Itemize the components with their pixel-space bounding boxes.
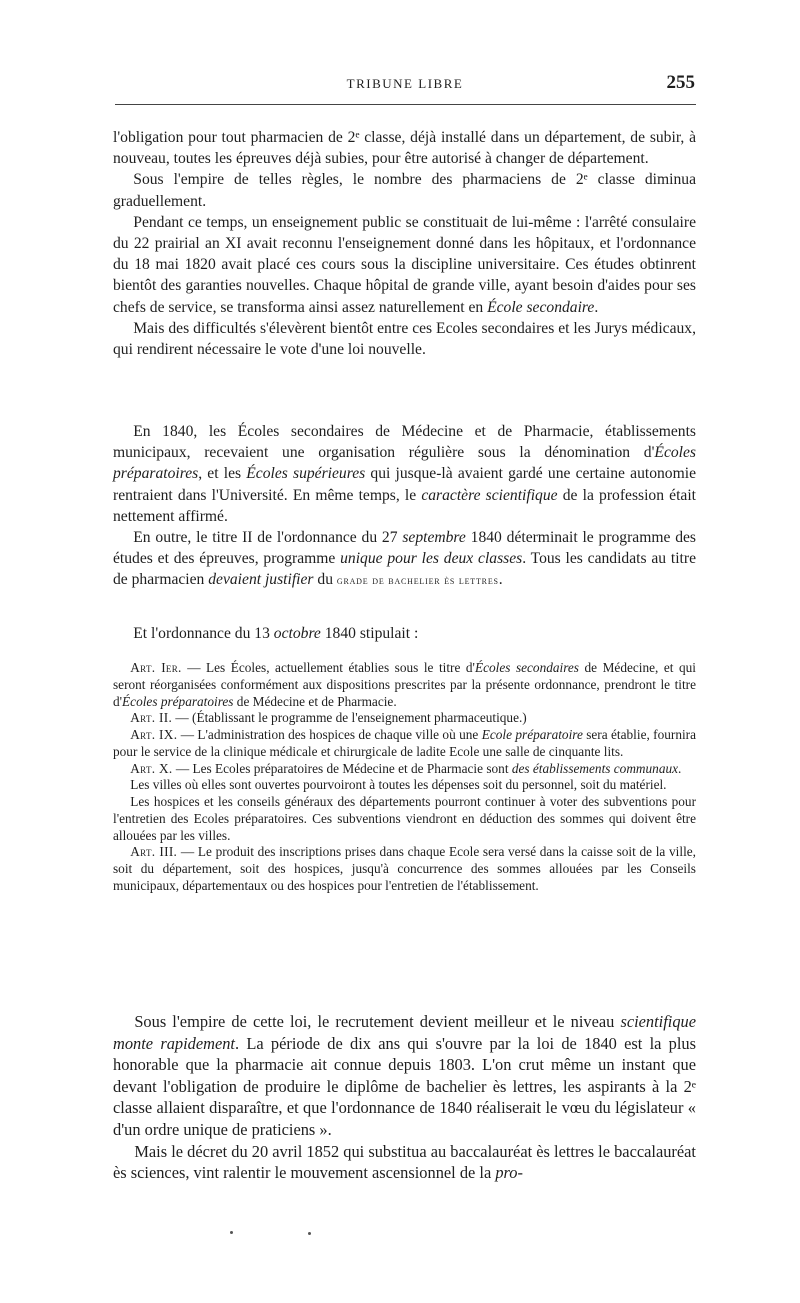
law-quotation — [113, 660, 696, 895]
text-run: de la profession était nettement affirmé. — [113, 486, 697, 525]
article-label: Art. IX. — [130, 727, 178, 742]
text-run: En outre, le titre II de l'ordonnance du 27 — [133, 529, 403, 547]
italic-run: unique pour les deux classes — [340, 550, 523, 568]
article-label: Art. III. — [130, 844, 178, 860]
article-label: Art. X. — [130, 760, 173, 776]
paragraph-difficultes: Mais des difficultés s'élevèrent bientôt entre ces Ecoles secondaires et les Jurys médicaux, qui rendirent nécessaire le vote d'une loi nouvelle. — [113, 319, 696, 359]
article-label: Art. Ier. — [130, 660, 182, 675]
speck — [230, 1231, 233, 1234]
text-run: Pendant ce temps, un enseignement public se constituait de lui-même : l'arrêté consulaire du 22 prairial an XI avait reconnu l'enseignement donné dans les hôpitaux, et l'ordonnance du 18 mai 1820 avait placé ces cours sous la discipline universitaire. Ces études obtinrent bientôt des garanties nouvelles. Chaque hôpital de grande ville, ayant besoin d'aides pour ses chefs de service, se transforma ainsi assez naturellement en — [113, 213, 696, 316]
text-run: En 1840, les Écoles secondaires de Médecine et de Pharmacie, établissements municipaux, recevaient une organisation régulière sous la dénomination d' — [113, 423, 696, 462]
italic-run: Ecole préparatoire — [481, 727, 583, 742]
paragraph-ecoles-1840 — [113, 421, 696, 527]
italic-run: des établissements communaux — [511, 760, 679, 776]
text-run: — Le produit des inscriptions prises dans chaque Ecole sera versé dans la caisse soit de la ville, soit du département, soit des hospices, jusqu'à concurrence des sommes allouées par les Conseils municipaux, départementaux ou des hospices pour l'entretien de l'établissement. — [113, 844, 696, 893]
italic-run: scientifique monte rapidement — [113, 1012, 696, 1053]
article-9 — [113, 727, 696, 761]
italic-run: devaient justifier — [208, 571, 314, 589]
text-run: du — [313, 571, 337, 589]
text-run: sera établie, fournira pour le service de la clinique médicale et chirurgicale de ladite Ecole une salle de cinquante lits. — [113, 727, 697, 759]
text-block-stipulait — [113, 623, 696, 644]
article-label: Art. II. — [130, 710, 173, 726]
text-run: . — [678, 760, 682, 776]
article-10 — [113, 761, 696, 778]
text-run: qui jusque-là avaient gardé une certaine autonomie rentraient dans l'Université. En même temps, le — [113, 465, 696, 504]
text-run: — L'administration des hospices de chaque ville où une — [177, 727, 482, 742]
text-run: . — [498, 571, 503, 589]
article-10-villes: Les villes où elles sont ouvertes pourvoiront à toutes les dépenses soit du personnel, soit du matériel. — [130, 777, 667, 793]
page-number: 255 — [666, 72, 695, 93]
running-title: TRIBUNE LIBRE — [346, 76, 464, 91]
page-header — [115, 72, 695, 100]
paragraph-obligation: l'obligation pour tout pharmacien de 2ᵉ classe, déjà installé dans un département, de subir, à nouveau, toutes les épreuves déjà subies, pour être autorisé à changer de département. — [113, 129, 696, 168]
text-run: , et les — [198, 465, 247, 483]
paragraph-recrutement — [113, 1011, 696, 1141]
header-rule — [115, 104, 696, 105]
italic-run: pro- — [495, 1163, 523, 1183]
text-run: . La période de dix ans qui s'ouvre par la loi de 1840 est la plus honorable que la pharmacie ait connue depuis 1803. L'on crut même un instant que devant l'obligation de produire le diplôme de bachelier ès lettres, les aspirants à la 2ᵉ classe allaient disparaître, et que l'ordonnance de 1840 réaliserait le vœu du législateur « d'un ordre unique de praticiens ». — [113, 1033, 697, 1139]
text-run: Et l'ordonnance du 13 — [133, 625, 274, 642]
italic-run: École secondaire — [487, 298, 595, 316]
text-run: Mais le décret du 20 avril 1852 qui substitua au baccalauréat ès lettres le baccalauréat ès sciences, vint ralentir le mouvement ascensionnel de la — [113, 1141, 696, 1183]
text-run: de Médecine et de Pharmacie. — [233, 693, 397, 709]
text-block-1840 — [113, 421, 696, 592]
italic-run: Écoles secondaires — [474, 660, 579, 675]
paragraph-enseignement-public — [113, 212, 696, 318]
text-run: Sous l'empire de cette loi, le recrutement devient meilleur et le niveau — [134, 1012, 621, 1031]
small-caps-run: grade de bachelier ès lettres — [336, 573, 499, 588]
text-run: 1840 déterminait le programme des études et des épreuves, programme — [113, 529, 696, 568]
article-10-hospices: Les hospices et les conseils généraux des départements pourront continuer à voter des subventions pour l'entretien des Ecoles préparatoires. Ces subventions viendront en déduction des sommes qui doivent être allouées par les villes. — [113, 794, 696, 843]
text-block-recrutement — [113, 1011, 696, 1184]
text-run: — Les Ecoles préparatoires de Médecine et de Pharmacie sont — [172, 760, 512, 776]
article-1 — [113, 660, 696, 710]
speck — [308, 1232, 311, 1235]
paragraph-decret-1852 — [113, 1141, 696, 1184]
italic-run: Écoles préparatoires — [113, 444, 696, 483]
text-run: . Tous les candidats au titre de pharmacien — [113, 550, 697, 589]
paragraph-titre-ii — [113, 527, 696, 592]
italic-run: Écoles supérieures — [246, 465, 366, 483]
text-run: — Les Écoles, actuellement établies sous le titre d' — [181, 660, 475, 675]
text-run: de Médecine, et qui seront réorganisées conformément aux dispositions prescrites par la présente ordonnance, prendront le titre d' — [113, 660, 697, 709]
italic-run: octobre — [273, 625, 321, 642]
text-run: — (Établissant le programme de l'enseignement pharmaceutique.) — [172, 710, 527, 726]
article-3 — [113, 844, 696, 894]
paragraph-empire-regles: Sous l'empire de telles règles, le nombre des pharmaciens de 2ᵉ classe diminua graduellement. — [113, 171, 696, 210]
italic-run: septembre — [402, 529, 466, 547]
article-2 — [113, 710, 696, 727]
print-specks — [230, 1228, 410, 1240]
text-block-intro — [113, 127, 696, 360]
text-run: 1840 stipulait : — [320, 625, 419, 642]
italic-run: Écoles préparatoires — [122, 693, 234, 709]
italic-run: caractère scientifique — [421, 486, 558, 504]
paragraph-ordonnance-13-octobre — [113, 623, 696, 644]
text-run: . — [594, 298, 599, 316]
